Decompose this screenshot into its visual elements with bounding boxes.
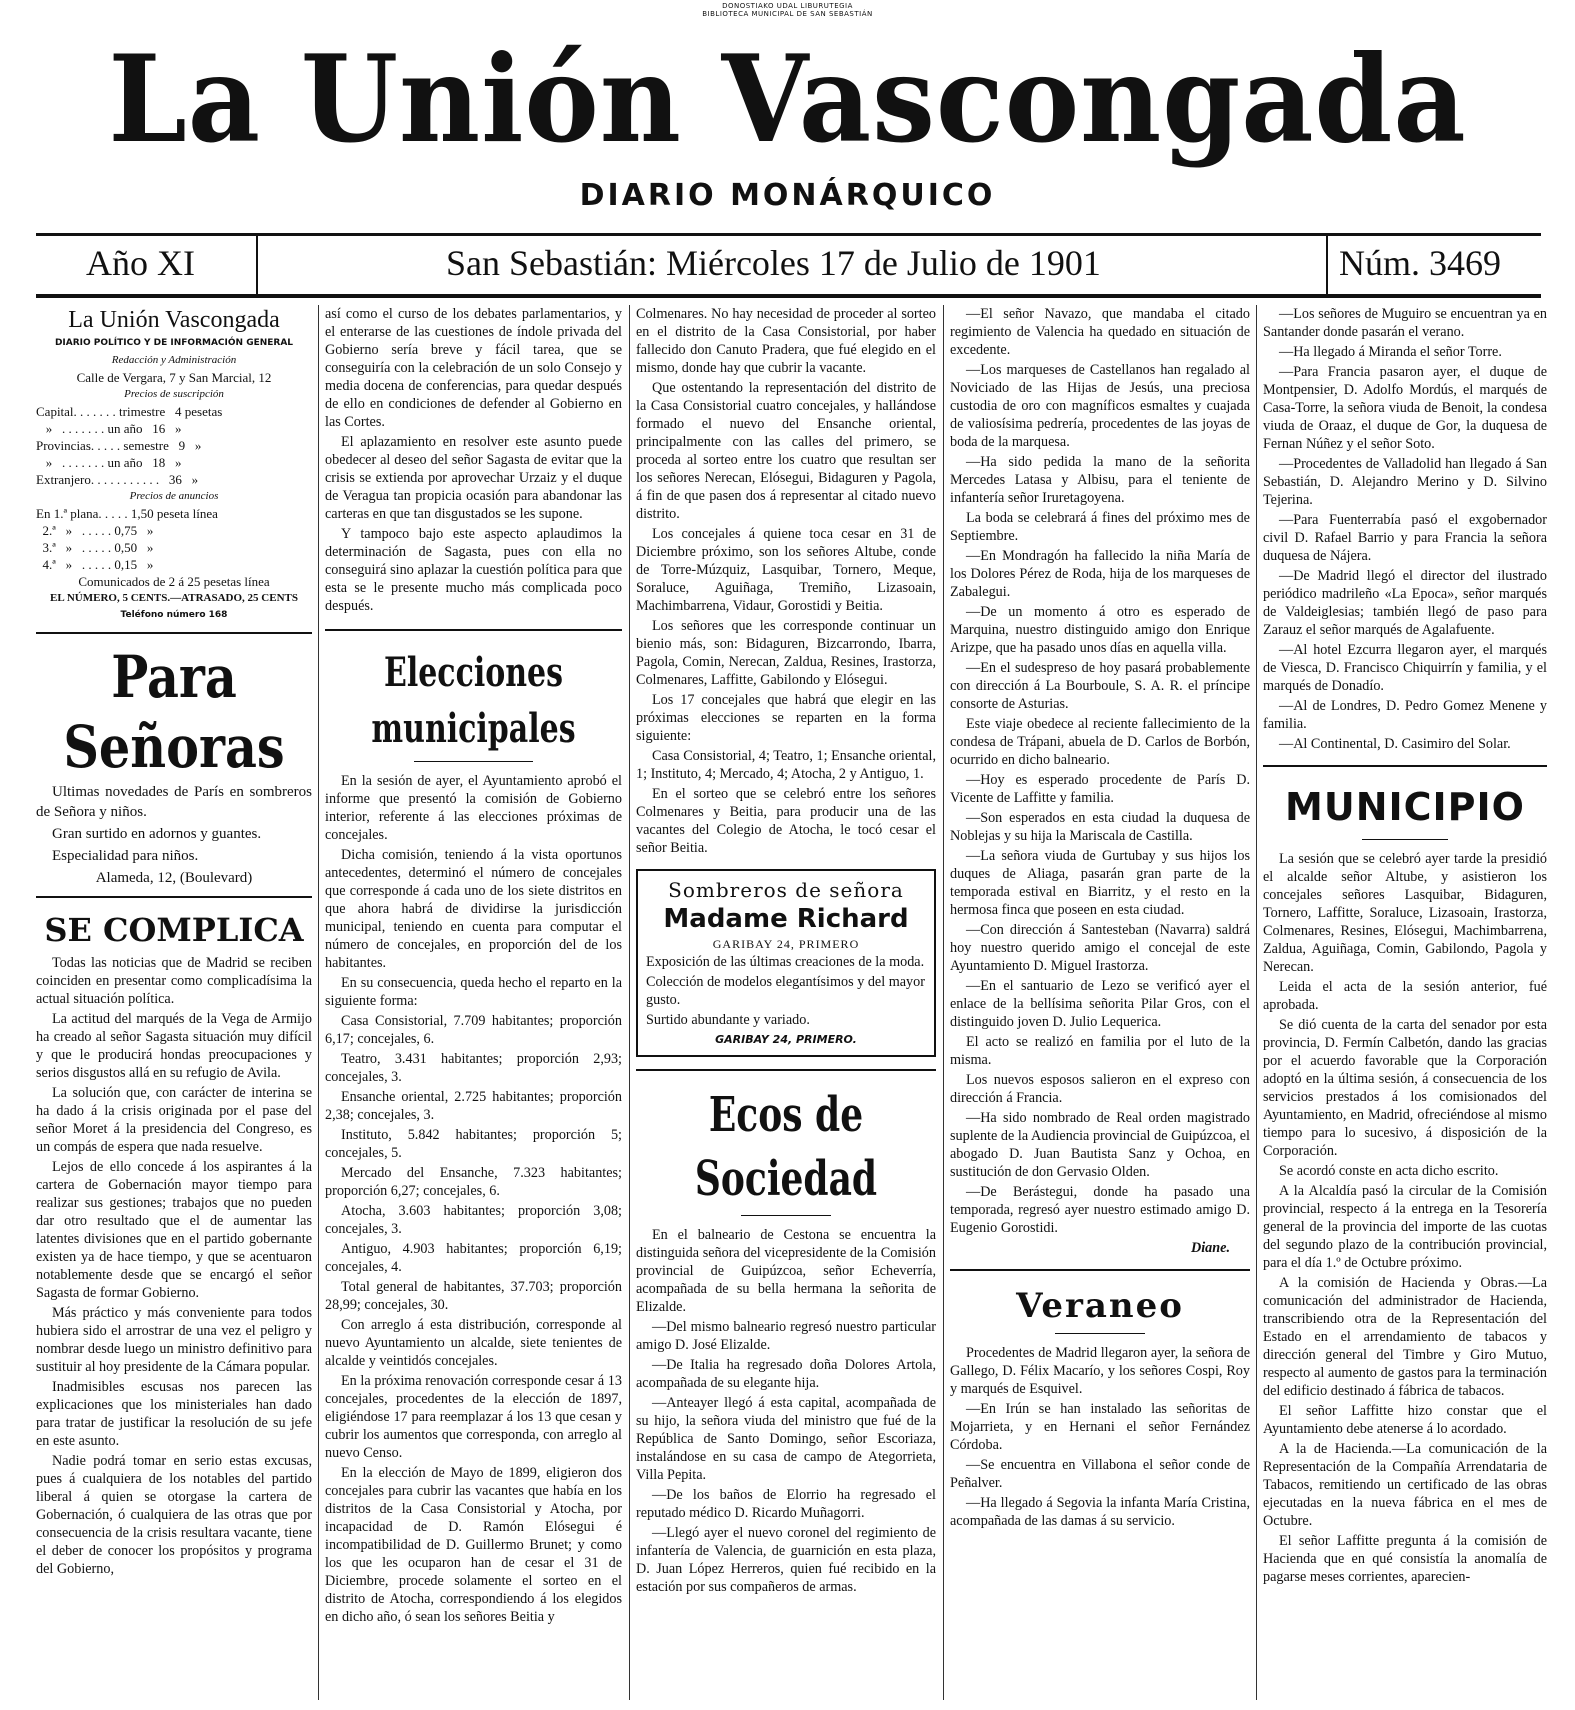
headline-rule (1055, 1333, 1145, 1334)
section-rule (1263, 765, 1547, 767)
article-paragraph: Este viaje obedece al reciente fallecimiento de la condesa de Trápani, abuela de D. Carlos de Borbón, ocurrido en dicho balneario. (950, 716, 1250, 768)
article-paragraph: Inadmisibles escusas nos parecen las explicaciones que los ministeriales han dado para tratar de justificar la resolución de su jefe en este asunto. (36, 1379, 312, 1449)
ad-rate-line: 3.ª » . . . . . 0,50 » (36, 540, 154, 555)
dateline-divider (256, 236, 258, 294)
article-paragraph: El acto se realizó en familia por el luto de la misma. (950, 1034, 1250, 1068)
article-paragraph: —Para Fuenterrabía pasó el exgobernador civil D. Rafael Barrio y para Francia la señora duquesa de Nájera. (1263, 512, 1547, 564)
article-paragraph: Leida el acta de la sesión anterior, fué aprobada. (1263, 979, 1547, 1013)
article-paragraph: —Del mismo balneario regresó nuestro particular amigo D. José Elizalde. (636, 1319, 936, 1353)
rate-line: Extranjero. . . . . . . . . . . 36 » (36, 472, 199, 487)
article-paragraph: Más práctico y más conveniente para todos hubiera sido el arrostrar de una vez el peligro y nombrar desde luego un ministro definitivo para sustituir al hoy presidente de la Cámara popular. (36, 1305, 312, 1375)
issue-date: San Sebastián: Miércoles 17 de Julio de 1901 (446, 243, 1101, 283)
article-paragraph: Procedentes de Madrid llegaron ayer, la señora de Gallego, D. Félix Macarío, y los señores Cospi, Roy y marqués de Esquivel. (950, 1345, 1250, 1397)
article-headline: Ecos de Sociedad (694, 1087, 878, 1207)
column-4 (950, 305, 1250, 1532)
article-paragraph: Que ostentando la representación del distrito de la Casa Consistorial cuatro concejales, y hallándose formado el nuevo del Ensanche oriental, principalmente con las calles del primero, se proceda al sorteo entre los cuatro que resultan ser los señores Nerecan, Elósegui, Bidaguren y Pagola, á fin de que pasen dos á representar al citado nuevo distrito. (636, 380, 936, 522)
article-paragraph: —De Berástegui, donde ha pasado una temporada, regresó ayer nuestro estimado amigo D. Eugenio Gorostidi. (950, 1184, 1250, 1236)
article-paragraph: Lejos de ello concede á los aspirantes á la cartera de Gobernación mayor tiempo para realizar sus gestiones; trabajos que no pueden dar otro resultado que el de aumentar las latentes divisiones que en el partido gobernante existen ya de hace tiempo, y que se acentuaron notablemente desde que se encargó el señor Sagasta de formar Gobierno. (36, 1159, 312, 1301)
article-paragraph: —Al hotel Ezcurra llegaron ayer, el marqués de Viesca, D. Francisco Chiquirrín y familia, y el marqués de Donadío. (1263, 642, 1547, 694)
article-paragraph: —Se encuentra en Villabona el señor conde de Peñalver. (950, 1457, 1250, 1491)
info-ads-heading: Precios de anuncios (129, 490, 219, 502)
section-rule (36, 896, 312, 898)
article-headline: SE COMPLICA (44, 911, 304, 949)
section-rule (36, 632, 312, 634)
rate-line: » . . . . . . . un año 16 » (36, 421, 182, 436)
article-paragraph: —La señora viuda de Gurtubay y sus hijos los duques de Aliaga, pasarán gran parte de la temporada estival en Biarritz, y el resto en la hermosa finca que poseen en esta ciudad. (950, 848, 1250, 918)
article-paragraph: así como el curso de los debates parlamentarios, y el enterarse de las cuestiones de índole privada del Gobierno sería breve y fácil tarea, que se conseguiría con la celebración de un solo Consejo y media docena de conferencias, para quedar después de ello en condiciones de defender al Gobierno en las Cortes. (325, 306, 622, 430)
headline-rule (414, 761, 533, 762)
article-paragraph: Todas las noticias que de Madrid se reciben coinciden en presentar como complicadísima la actual situación política. (36, 955, 312, 1007)
article-paragraph: Teatro, 3.431 habitantes; proporción 2,93; concejales, 3. (325, 1051, 622, 1085)
article-paragraph: —Ha sido pedida la mano de la señorita Mercedes Latasa y Albisu, para el teniente de infantería señor Iruretagoyena. (950, 454, 1250, 506)
article-paragraph: —De un momento á otro es esperado de Marquina, nuestro distinguido amigo don Enrique Arizpe, que ha pasado unos días en aquella villa. (950, 604, 1250, 656)
ad-footer: GARIBAY 24, PRIMERO. (715, 1033, 857, 1046)
ad-line: Especialidad para niños. (52, 848, 199, 864)
article-paragraph: La sesión que se celebró ayer tarde la presidió el alcalde señor Altube, y asistieron los concejales señores Lasquibar, Bidaguren, Tornero, Laffitte, Soraluce, Lizasoain, Irastorza, Colmenares, Resines, Elósegui, Machimbarrena, Zaldua, Aguiñaga, Comin, Gabilondo, Pagola y Nerecan. (1263, 851, 1547, 975)
masthead-subtitle: DIARIO MONÁRQUICO (579, 178, 996, 213)
article-paragraph: —De los baños de Elorrio ha regresado el reputado médico D. Ricardo Muñagorri. (636, 1487, 936, 1521)
headline-rule (741, 1215, 831, 1216)
article-paragraph: Se acordó conste en acta dicho escrito. (1279, 1163, 1499, 1179)
ad-address: GARIBAY 24, PRIMERO (712, 937, 860, 951)
column-1 (36, 305, 312, 1580)
library-stamp: DONOSTIAKO UDAL LIBURUTEGIA BIBLIOTECA MUNICIPAL DE SAN SEBASTIÁN (702, 2, 873, 18)
article-paragraph: —Llegó ayer el nuevo coronel del regimiento de infantería de Valencia, de guarnición en esta plaza, D. Juan López Herreros, quien fué recibido en la estación por sus compañeros de armas. (636, 1525, 936, 1595)
info-phone: Teléfono número 168 (120, 610, 228, 620)
article-paragraph: Antiguo, 4.903 habitantes; proporción 6,19; concejales, 4. (325, 1241, 622, 1275)
ad-rate-line: 4.ª » . . . . . 0,15 » (36, 557, 154, 572)
article-paragraph: En el sorteo que se celebró entre los señores Colmenares y Beitia, para producir una de las vacantes del Colegio de Atocha, le tocó cesar el señor Beitia. (636, 786, 936, 856)
article-paragraph: Y tampoco bajo este aspecto aplaudimos la determinación de Sagasta, pues con ella no conseguirá sino aplazar la cuestión política para que esta se le presente mucho más complicada poco después. (325, 526, 622, 614)
article-headline: MUNICIPIO (1285, 785, 1525, 829)
section-rule (636, 1069, 936, 1071)
publication-info (36, 305, 312, 624)
masthead-title: La Unión Vascongada (108, 29, 1467, 170)
dateline-divider (1326, 236, 1328, 294)
info-title: La Unión Vascongada (68, 307, 280, 333)
article-paragraph: A la comisión de Hacienda y Obras.—La comunicación del administrador de Hacienda, transcribiendo otra de la Representación del Estado en el arrendamiento de tabacos y dirección general del Timbre y Giro Mutuo, respecto al aumento de gastos para la terminación del edificio destinado á fábrica de tabacos. (1263, 1275, 1547, 1399)
info-subscription-heading: Precios de suscripción (124, 388, 224, 400)
article-paragraph: —Ha llegado á Segovia la infanta María Cristina, acompañada de las damas á su servicio. (950, 1495, 1250, 1529)
ad-rate-line: En 1.ª plana. . . . . 1,50 peseta línea (36, 506, 218, 521)
article-headline: Veraneo (1016, 1286, 1184, 1326)
article-paragraph: A la Alcaldía pasó la circular de la Comisión provincial, respecto á la entrega en la Tesorería general de la provincia del importe de las cuotas del segundo plazo de la contribución provincial, para el día 1.º de Octubre próximo. (1263, 1183, 1547, 1271)
article-paragraph: En la sesión de ayer, el Ayuntamiento aprobó el informe que presentó la comisión de Gobierno interior, referente á las elecciones próximas de concejales. (325, 773, 622, 843)
article-paragraph: El señor Laffitte hizo constar que el Ayuntamiento debe atenerse á lo acordado. (1263, 1403, 1547, 1437)
info-comunicados: Comunicados de 2 á 25 pesetas línea (78, 574, 270, 589)
article-paragraph: El aplazamiento en resolver este asunto puede obedecer al deseo del señor Sagasta de evitar que la crisis se extienda por aprovechar Urzaiz y el duque de Veragua tan propicia ocasión para abandonar las carteras en que tan disgustados se les supone. (325, 434, 622, 522)
ad-rate-line: 2.ª » . . . . . 0,75 » (36, 523, 154, 538)
article-paragraph: —Son esperados en esta ciudad la duquesa de Noblejas y su hija la Mariscala de Castilla. (950, 810, 1250, 844)
article-paragraph: —En Mondragón ha fallecido la niña María de los Dolores Pérez de Roda, hija de los marqueses de Zabalegui. (950, 548, 1250, 600)
article-paragraph: Los señores que les corresponde continuar un bienio más, son: Bidaguren, Bizcarrondo, Ibarra, Pagola, Comin, Nerecan, Zaldua, Resines, Irastorza, Colmenares, Laffitte, Gabilondo y Elósegui. (636, 618, 936, 688)
article-paragraph: —El señor Navazo, que mandaba el citado regimiento de Valencia ha quedado en situación de excedente. (950, 306, 1250, 358)
article-paragraph: —Los señores de Muguiro se encuentran ya en Santander donde pasarán el verano. (1263, 306, 1547, 340)
rate-line: Capital. . . . . . . trimestre 4 pesetas (36, 404, 223, 419)
rate-line: » . . . . . . . un año 18 » (36, 455, 182, 470)
ad-madame-richard (636, 869, 936, 1057)
column-rule (943, 305, 944, 1700)
article-paragraph: Nadie podrá tomar en serio estas excusas, pues á cualquiera de los notables del partido liberal á quien se otorgase la cartera de Gobernación, ó cualquiera de las otras que por consecuencia de la crisis resultara vacante, tiene el deber de conocer los propósitos y programa del Gobierno, (36, 1453, 312, 1577)
article-paragraph: Instituto, 5.842 habitantes; proporción 5; concejales, 5. (325, 1127, 622, 1161)
article-paragraph: —Para Francia pasaron ayer, el duque de Montpensier, D. Adolfo Mordús, el marqués de Casa-Torre, la señora viuda de Benoit, la condesa viuda de Oraaz, el duque de Gor, la duquesa de Fernan Núñez y el señor Soto. (1263, 364, 1547, 452)
ad-line: Exposición de las últimas creaciones de la moda. (646, 954, 925, 970)
ad-line: Colección de modelos elegantísimos y del mayor gusto. (646, 974, 925, 1008)
article-paragraph: Se dió cuenta de la carta del senador por esta provincia, D. Fermín Calbetón, dando las gracias por el acuerdo favorable que la Corporación adoptó en la última sesión, á consecuencia de los servicios prestados á los comisionados del Ayuntamiento, en Madrid, ofreciéndose al mismo tiempo para lo sucesivo, á disposición de la Corporación. (1263, 1017, 1547, 1159)
article-paragraph: Los 17 concejales que habrá que elegir en las próximas elecciones se reparten en la forma siguiente: (636, 692, 936, 744)
article-paragraph: —Procedentes de Valladolid han llegado á San Sebastián, D. Alejandro Merino y D. Silvino Tejerina. (1263, 456, 1547, 508)
ad-address: Alameda, 12, (Boulevard) (95, 870, 253, 886)
column-rule (1256, 305, 1257, 1700)
article-paragraph: En el balneario de Cestona se encuentra la distinguida señora del vicepresidente de la Comisión provincial de Guipúzcoa, señor Echeverría, acompañada de su bella hermana la señorita de Elizalde. (636, 1227, 936, 1315)
dateline (36, 233, 1541, 298)
article-paragraph: Casa Consistorial, 4; Teatro, 1; Ensanche oriental, 1; Instituto, 4; Mercado, 4; Atocha, 2 y Antiguo, 1. (636, 748, 936, 782)
article-paragraph: —Ha llegado á Miranda el señor Torre. (1279, 344, 1502, 360)
article-paragraph: —Al Continental, D. Casimiro del Solar. (1279, 736, 1511, 752)
signature: Diane. (1190, 1240, 1230, 1256)
article-paragraph: Atocha, 3.603 habitantes; proporción 3,08; concejales, 3. (325, 1203, 622, 1237)
article-paragraph: Dicha comisión, teniendo á la vista oportunos antecedentes, determinó el número de concejales que corresponde á cada uno de los siete distritos en que ahora habrá de dividirse la jurisdicción municipal, teniendo en cuenta para computar el número de concejales, en proporción del de los habitantes. (325, 847, 622, 971)
section-rule (950, 1269, 1250, 1271)
column-3 (636, 305, 936, 1598)
article-paragraph: —De Madrid llegó el director del ilustrado periódico madrileño «La Epoca», señor marqués de Valdeiglesias; también llegó de paso para Zarauz el señor marqués de Agalafuente. (1263, 568, 1547, 638)
article-paragraph: A la de Hacienda.—La comunicación de la Representación de la Compañía Arrendataria de Tabacos, remitiendo un certificado de las obras ejecutadas en la nueva fábrica en el mes de Octubre. (1263, 1441, 1547, 1529)
issue-year: Año XI (86, 243, 195, 283)
article-paragraph: Con arreglo á esta distribución, corresponde al nuevo Ayuntamiento un alcalde, siete tenientes de alcalde y veintidós concejales. (325, 1317, 622, 1369)
section-rule (325, 629, 622, 631)
article-paragraph: El señor Laffitte pregunta á la comisión de Hacienda que en qué consistía la anomalía de pagarse meses corrientes, aparecien- (1263, 1533, 1547, 1585)
ad-title: Madame Richard (663, 904, 909, 934)
article-paragraph: Colmenares. No hay necesidad de proceder al sorteo en el distrito de la Casa Consistorial, por haber fallecido don Canuto Pradera, que fué elegido en el mismo, donde hay que cubrir la vacante. (636, 306, 936, 376)
info-subtitle: DIARIO POLÍTICO Y DE INFORMACIÓN GENERAL (54, 338, 294, 348)
article-paragraph: —En Irún se han instalado las señoritas de Mojarrieta, y en Hernani el señor Fernández Córdoba. (950, 1401, 1250, 1453)
article-paragraph: En la próxima renovación corresponde cesar á 13 concejales, procedentes de la elección de 1897, eligiéndose 17 para reemplazar á los 13 que cesan y cubrir los aumentos que corresponda, con arreglo al nuevo Censo. (325, 1373, 622, 1461)
article-headline: Elecciones municipales (371, 649, 576, 752)
column-rule (318, 305, 319, 1700)
article-paragraph: —Ha sido nombrado de Real orden magistrado suplente de la Audiencia provincial de Guipúzcoa, el abogado D. Juan Bautista Sanz y Ochoa, en sustitución de don Gervasio Olden. (950, 1110, 1250, 1180)
info-address: Calle de Vergara, 7 y San Marcial, 12 (76, 370, 272, 385)
info-price: EL NÚMERO, 5 CENTS.—ATRASADO, 25 CENTS (50, 592, 298, 604)
article-paragraph: Ensanche oriental, 2.725 habitantes; proporción 2,38; concejales, 3. (325, 1089, 622, 1123)
column-2 (325, 305, 622, 1628)
article-paragraph: Total general de habitantes, 37.703; proporción 28,99; concejales, 30. (325, 1279, 622, 1313)
article-paragraph: En su consecuencia, queda hecho el reparto en la siguiente forma: (325, 975, 622, 1009)
article-paragraph: —Con dirección á Santesteban (Navarra) saldrá hoy nuestro querido amigo el concejal de este Ayuntamiento D. Miguel Irastorza. (950, 922, 1250, 974)
ad-line: Surtido abundante y variado. (646, 1012, 810, 1028)
issue-number: Núm. 3469 (1339, 243, 1501, 283)
ad-title: Para Señoras (63, 643, 285, 781)
article-paragraph: La solución que, con carácter de interina se ha dado á la crisis originada por el pase del señor Moret á la presidencia del Congreso, es un compás de espera que nada resuelve. (36, 1085, 312, 1155)
article-paragraph: En la elección de Mayo de 1899, eligieron dos concejales para cubrir las vacantes que había en los distritos de la Casa Consistorial y Atocha, por incapacidad de D. Ramón Elósegui é incompatibilidad de D. Guillermo Brunet; y como los que les ocuparon han de cesar el 31 de Diciembre, procede solamente el sorteo en el distrito de Atocha, correspondiendo á los elegidos en dicho año, ó sean los señores Beitia y (325, 1465, 622, 1625)
column-rule (629, 305, 630, 1700)
ad-line: Ultimas novedades de París en sombreros de Señora y niños. (36, 784, 312, 820)
article-paragraph: Casa Consistorial, 7.709 habitantes; proporción 6,17; concejales, 6. (325, 1013, 622, 1047)
headline-rule (1362, 839, 1447, 840)
ad-top-line: Sombreros de señora (668, 878, 904, 902)
column-5 (1263, 305, 1547, 1588)
article-paragraph: —De Italia ha regresado doña Dolores Artola, acompañada de su elegante hija. (636, 1357, 936, 1391)
article-paragraph: Mercado del Ensanche, 7.323 habitantes; proporción 6,27; concejales, 6. (325, 1165, 622, 1199)
article-paragraph: La actitud del marqués de la Vega de Armijo ha creado al señor Sagasta situación muy difícil y que le producirá hondas preocupaciones y serios disgustos allá en su refugio de Avila. (36, 1011, 312, 1081)
ad-line: Gran surtido en adornos y guantes. (52, 826, 262, 842)
article-paragraph: —Al de Londres, D. Pedro Gomez Menene y familia. (1263, 698, 1547, 732)
article-paragraph: —Los marqueses de Castellanos han regalado al Noviciado de las Hijas de Jesús, una preciosa custodia de oro con magníficos esmaltes y cuajada de valiosísima pedrería, procedentes de las joyas de boda de la marquesa. (950, 362, 1250, 450)
article-paragraph: —Hoy es esperado procedente de París D. Vicente de Laffitte y familia. (950, 772, 1250, 806)
article-paragraph: La boda se celebrará á fines del próximo mes de Septiembre. (950, 510, 1250, 544)
ad-para-senoras (36, 642, 312, 888)
article-paragraph: —En el sudespreso de hoy pasará probablemente con dirección á La Bourboule, S. A. R. el príncipe consorte de Asturias. (950, 660, 1250, 712)
info-redaccion: Redacción y Administración (111, 354, 237, 366)
article-paragraph: Los concejales á quiene toca cesar en 31 de Diciembre próximo, son los señores Altube, conde de Torre-Múzquiz, Lasquibar, Tornero, Meque, Soraluce, Aguiñaga, Tremiño, Lizasoain, Machimbarrena, Vidaur, Gorostidi y Beitia. (636, 526, 936, 614)
article-paragraph: —Anteayer llegó á esta capital, acompañada de su hijo, la señora viuda del ministro que fué de la República de Santo Domingo, señor Escoriaza, instalándose en su casa de campo de Ategorrieta, Villa Pepita. (636, 1395, 936, 1483)
article-paragraph: Los nuevos esposos salieron en el expreso con dirección á Francia. (950, 1072, 1250, 1106)
rate-line: Provincias. . . . . semestre 9 » (36, 438, 202, 453)
article-paragraph: —En el santuario de Lezo se verificó ayer el enlace de la bellísima señorita Pilar Gros, con el distinguido joven D. Julio Lequerica. (950, 978, 1250, 1030)
